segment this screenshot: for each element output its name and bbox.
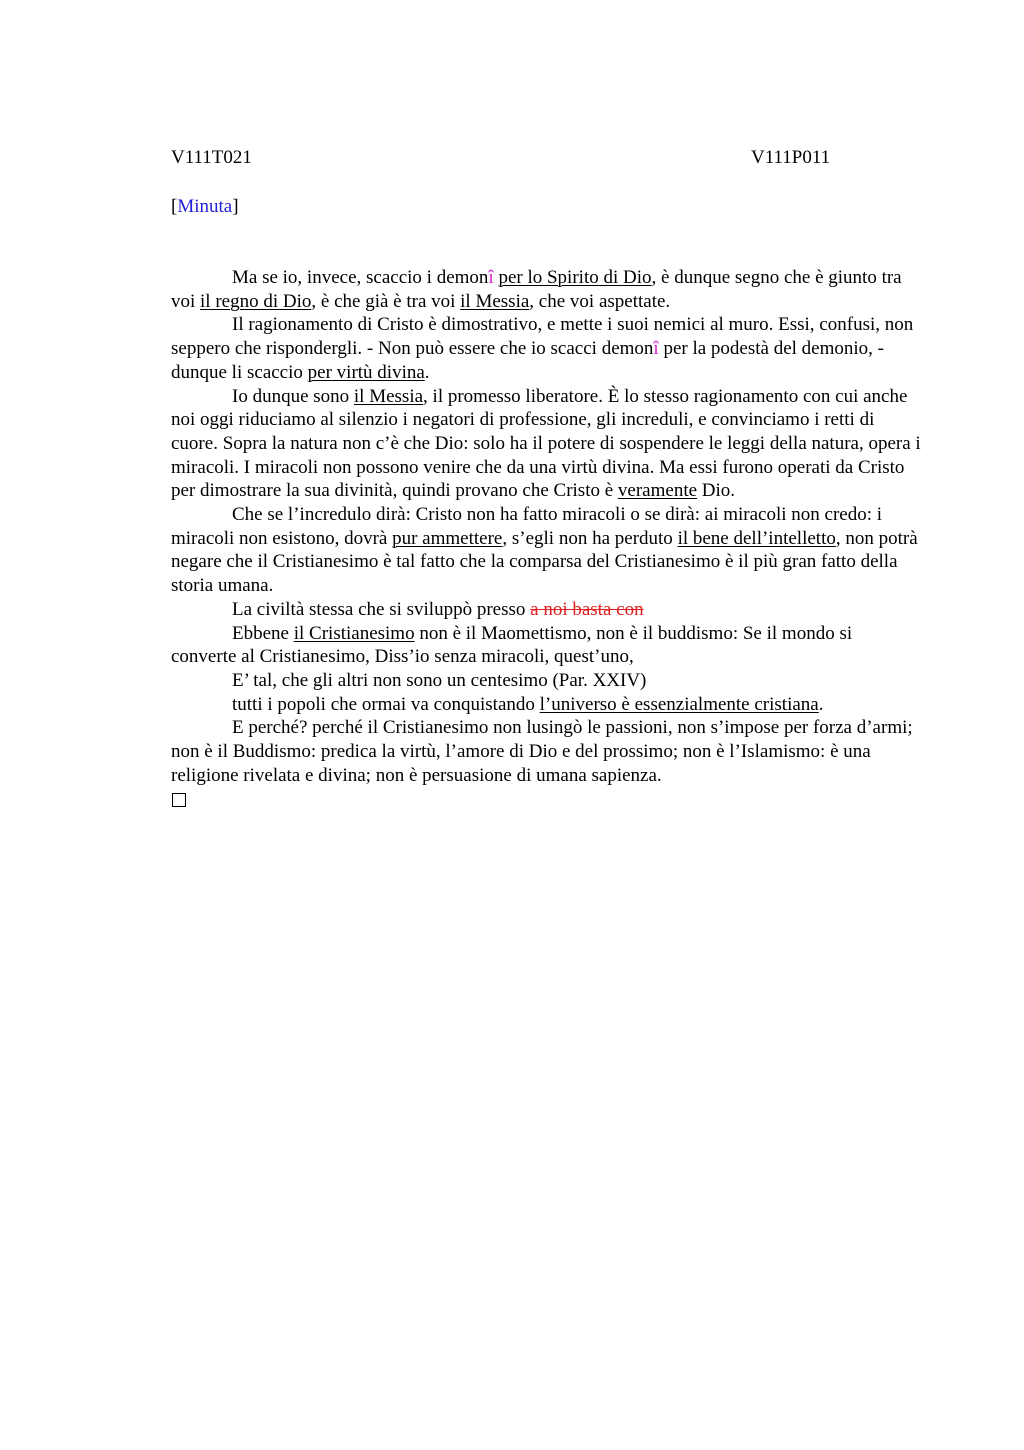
paragraph-6 — [171, 622, 921, 669]
underlined-phrase: per lo Spirito di Dio — [498, 267, 652, 288]
underlined-phrase: l’universo è essenzialmente cristiana — [539, 693, 819, 715]
struck-text: a noi basta con — [530, 598, 644, 620]
minuta-link[interactable]: Minuta — [177, 196, 233, 217]
text-run: . — [818, 693, 824, 715]
underlined-phrase: il bene dell’intelletto — [677, 527, 836, 549]
text-run: E perché? perché il Cristianesimo non lusingò le passioni, non s’impose per forza d’armi; non è il Buddismo: predica la virtù, l’amore di Dio e del prossimo; non è l’Islamismo: è una religione rivelata e divina; non è persuasione di umana sapienza. — [171, 717, 913, 786]
text-run: Ebbene — [232, 622, 294, 644]
square-icon — [172, 793, 186, 807]
minuta-label — [171, 195, 921, 219]
paragraph-1 — [171, 266, 921, 313]
text-run: Il ragionamento di Cristo è dimostrativo, e mette i suoi nemici al muro. Essi, confusi, non seppero che rispondergli. - Non può essere che io scacci demon — [171, 314, 914, 360]
bracket-close: ] — [232, 196, 239, 217]
paragraph-4 — [171, 503, 921, 598]
text-run: Dio. — [697, 480, 736, 502]
volume-code-right: V111P011 — [751, 147, 831, 168]
text-run: non è il Maomettismo, non è il buddismo: Se il mondo si converte al Cristianesimo, Diss’io senza miracoli, quest’uno, — [171, 622, 853, 668]
text-run: E’ tal, che gli altri non sono un centesimo (Par. XXIV) — [232, 669, 647, 691]
text-run: Che se l’incredulo dirà: Cristo non ha fatto miracoli o se dirà: ai miracoli non credo: i miracoli non esistono, dovrà — [171, 504, 883, 549]
paragraph-9 — [171, 716, 921, 787]
text-run: Ma se io, invece, scaccio i demon — [232, 267, 489, 288]
text-run: tutti i popoli che ormai va conquistando — [232, 693, 540, 715]
text-run: , s’egli non ha perduto — [502, 527, 678, 549]
accent-mark: î — [488, 267, 494, 288]
underlined-phrase: il Cristianesimo — [293, 622, 415, 644]
document-header — [171, 146, 921, 170]
end-box-icon — [171, 787, 921, 814]
text-run: , che voi aspettate. — [529, 290, 671, 312]
text-run: Io dunque sono — [232, 385, 354, 407]
underlined-phrase: per virtù divina — [307, 361, 425, 383]
text-run: . — [424, 361, 430, 383]
accent-mark: î — [653, 338, 659, 360]
document-body — [171, 266, 921, 814]
paragraph-3 — [171, 385, 921, 504]
underlined-phrase: veramente — [617, 480, 698, 502]
text-run: , non potrà negare che il Cristianesimo è tal fatto che la comparsa del Cristianesimo è il più gran fatto della storia umana. — [171, 527, 918, 597]
volume-code-left: V111T021 — [171, 147, 252, 168]
underlined-phrase: il Messia — [460, 290, 530, 312]
paragraph-5 — [171, 598, 921, 622]
underlined-phrase: pur ammettere — [392, 527, 503, 549]
paragraph-7 — [171, 669, 921, 693]
text-run: , il promesso liberatore. È lo stesso ragionamento con cui anche noi oggi riduciamo al silenzio i negatori di professione, gli increduli, e convinciamo i retti di cuore. Sopra la natura non c’è che Dio: solo ha il potere di sospendere le leggi della natura, opera i miracoli. I miracoli non possono venire che da una virtù divina. Ma essi furono operati da Cristo per dimostrare la sua divinità, quindi provano che Cristo è — [171, 385, 921, 502]
paragraph-2 — [171, 313, 921, 384]
paragraph-8 — [171, 693, 921, 717]
bracket-open: [ — [171, 196, 178, 217]
text-run: La civiltà stessa che si sviluppò presso — [232, 598, 531, 620]
text-run: , è dunque segno che è giunto tra voi — [171, 267, 902, 312]
document-page — [171, 146, 921, 814]
text-run: , è che già è tra voi — [311, 290, 461, 312]
underlined-phrase: il regno di Dio — [200, 290, 312, 312]
text-run: per la podestà del demonio, - dunque li scaccio — [171, 338, 884, 383]
underlined-phrase: il Messia — [353, 385, 424, 407]
